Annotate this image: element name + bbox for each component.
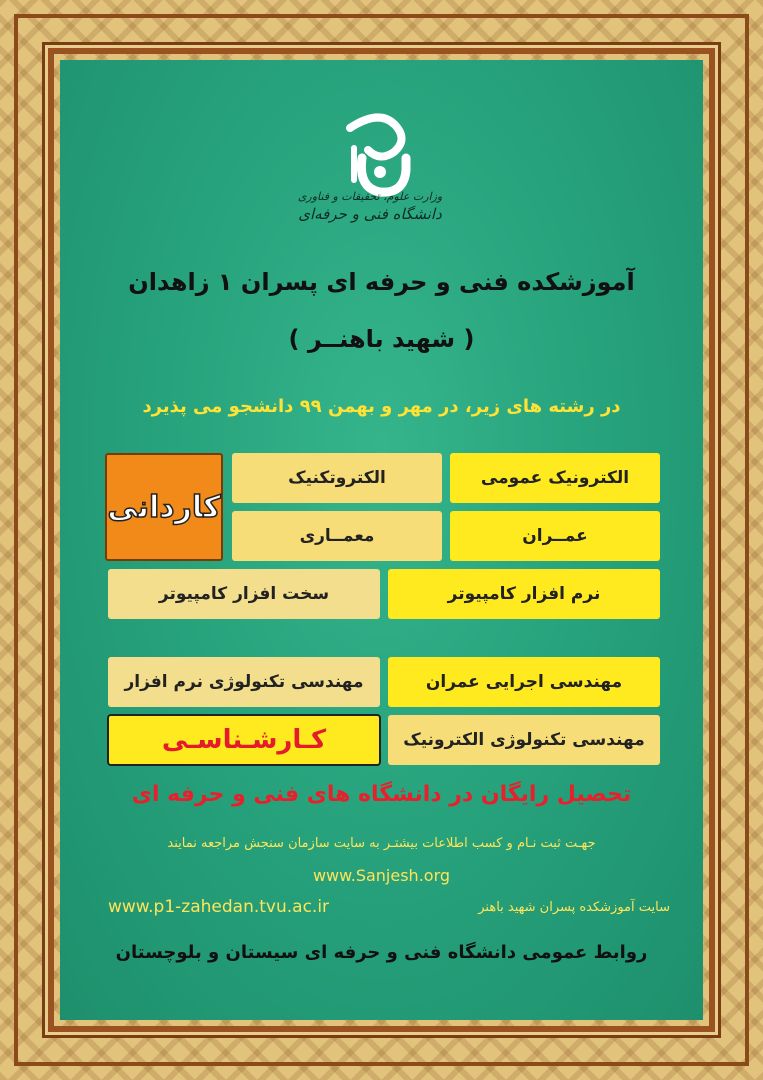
field-electrotechnic: الکتروتکنیک — [232, 453, 442, 503]
school-site-link[interactable]: www.p1-zahedan.tvu.ac.ir — [108, 897, 330, 917]
field-software: نرم افزار کامپیوتر — [388, 569, 660, 619]
school-site-label: سایت آموزشکده پسران شهید باهنر — [478, 900, 670, 915]
sanjesh-link[interactable]: www.Sanjesh.org — [312, 866, 451, 885]
field-electronics-engineering: مهندسی تکنولوژی الکترونیک — [388, 715, 660, 765]
karshenasi-badge: کـارشـناسـی — [107, 714, 381, 766]
field-software-engineering: مهندسی تکنولوژی نرم افزار — [108, 657, 380, 707]
field-civil-engineering: مهندسی اجرایی عمران — [388, 657, 660, 707]
page-title: آموزشکده فنی و حرفه ای پسران ۱ زاهدان — [128, 268, 635, 296]
field-electronics-general: الکترونیک عمومی — [450, 453, 660, 503]
register-note: جهـت ثبت نـام و کسب اطلاعات بیشتـر به سایت سازمان سنجش مراجعه نمایند — [167, 836, 596, 851]
ministry-line: وزارت علوم، تحقیقات و فناوری — [297, 190, 443, 203]
university-name: دانشگاه فنی و حرفه‌ای — [298, 205, 442, 223]
field-civil: عمــران — [450, 511, 660, 561]
university-logo-icon — [310, 88, 450, 248]
footer-credit: روابط عمومی دانشگاه فنی و حرفه ای سیستان و بلوچستان — [115, 942, 648, 963]
field-hardware: سخت افزار کامپیوتر — [108, 569, 380, 619]
intro-text: در رشته های زیر، در مهر و بهمن ۹۹ دانشجو می پذیرد — [142, 396, 621, 417]
page-subtitle: ( شهید باهنــر ) — [288, 325, 475, 353]
ministry-caption — [290, 190, 450, 223]
field-architecture: معمــاری — [232, 511, 442, 561]
free-education-banner: تحصیل رایگان در دانشگاه های فنی و حرفه ای — [131, 782, 632, 807]
kardani-badge: کاردانی — [105, 453, 223, 561]
